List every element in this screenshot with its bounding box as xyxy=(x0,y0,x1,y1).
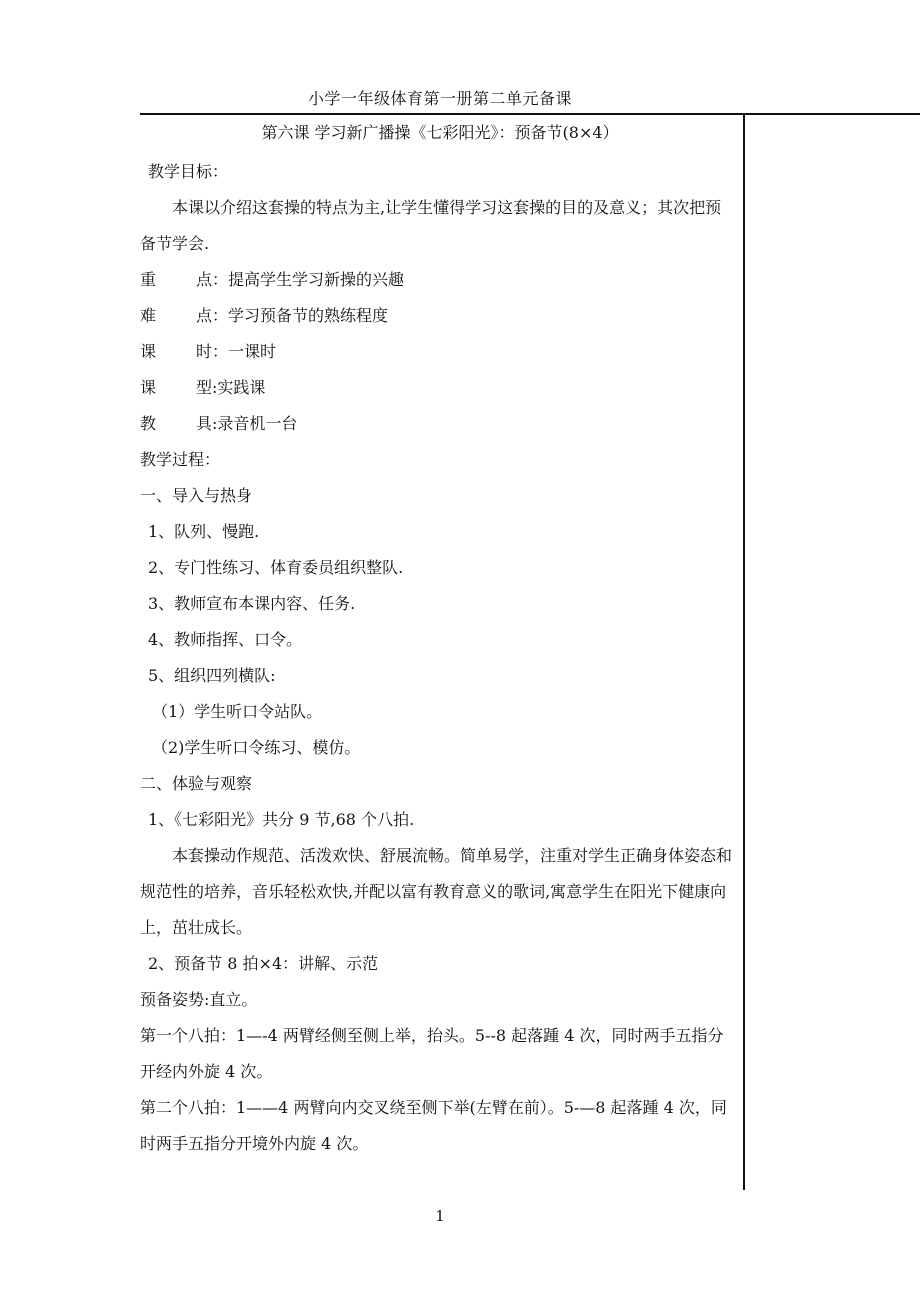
lesson-content xyxy=(140,154,736,1162)
field-value: 学习预备节的熟练程度 xyxy=(228,306,389,325)
field-colon-label: 时： xyxy=(196,342,229,361)
beat-description: 第二个八拍：1——4 两臂向内交叉绕至侧下举(左臂在前）。5-—8 起落踵 4 次，同时两手五指分开境外内旋 4 次。 xyxy=(140,1098,727,1153)
field-colon-label: 型: xyxy=(196,378,218,397)
field-duration xyxy=(140,334,736,370)
page-number: 1 xyxy=(435,1207,445,1225)
field-colon-label: 具: xyxy=(196,414,218,433)
field-colon-label: 点： xyxy=(196,306,229,325)
list-item: 2、专门性练习、体育委员组织整队. xyxy=(148,558,404,577)
list-item: 4、教师指挥、口令。 xyxy=(148,630,303,649)
list-item: 1、队列、慢跑. xyxy=(148,522,260,541)
objectives-text: 本课以介绍这套操的特点为主,让学生懂得学习这套操的目的及意义；其次把预备节学会. xyxy=(140,198,722,253)
field-label: 课 xyxy=(140,378,157,397)
list-item: 5、组织四列横队: xyxy=(148,666,276,685)
header-rule xyxy=(140,113,920,115)
field-value: 录音机一台 xyxy=(217,414,298,433)
field-difficulty xyxy=(140,298,736,334)
field-value: 一课时 xyxy=(228,342,277,361)
field-label: 课 xyxy=(140,342,157,361)
list-item: 3、教师宣布本课内容、任务. xyxy=(148,594,356,613)
section-heading: 一、导入与热身 xyxy=(140,486,253,505)
list-item: 2、预备节 8 拍×4：讲解、示范 xyxy=(148,954,379,973)
field-equipment xyxy=(140,406,736,442)
sub-list-item: （1）学生听口令站队。 xyxy=(152,702,323,721)
field-label: 难 xyxy=(140,306,157,325)
field-key-point xyxy=(140,262,736,298)
header-title: 小学一年级体育第一册第二单元备课 xyxy=(307,89,572,108)
field-value: 提高学生学习新操的兴趣 xyxy=(228,270,405,289)
lesson-title: 第六课 学习新广播操《七彩阳光》：预备节(8×4） xyxy=(261,123,619,142)
list-item: 1、《七彩阳光》共分 9 节,68 个八拍. xyxy=(148,810,415,829)
ready-pose: 预备姿势:直立。 xyxy=(140,990,258,1009)
field-label: 教 xyxy=(140,414,157,433)
paragraph: 本套操动作规范、活泼欢快、舒展流畅。简单易学，注重对学生正确身体姿态和规范性的培养，音乐轻松欢快,并配以富有教育意义的歌词,寓意学生在阳光下健康向上，茁壮成长。 xyxy=(140,846,733,937)
field-type xyxy=(140,370,736,406)
process-heading: 教学过程： xyxy=(140,450,221,469)
sub-list-item: （2)学生听口令练习、模仿。 xyxy=(152,738,361,757)
field-colon-label: 点： xyxy=(196,270,229,289)
margin-rule xyxy=(743,113,745,1190)
section-heading: 二、体验与观察 xyxy=(140,774,253,793)
field-label: 重 xyxy=(140,270,157,289)
field-value: 实践课 xyxy=(217,378,266,397)
objectives-heading: 教学目标： xyxy=(148,162,229,181)
beat-description: 第一个八拍：1—-4 两臂经侧至侧上举，抬头。5--8 起落踵 4 次，同时两手五指分开经内外旋 4 次。 xyxy=(140,1026,724,1081)
